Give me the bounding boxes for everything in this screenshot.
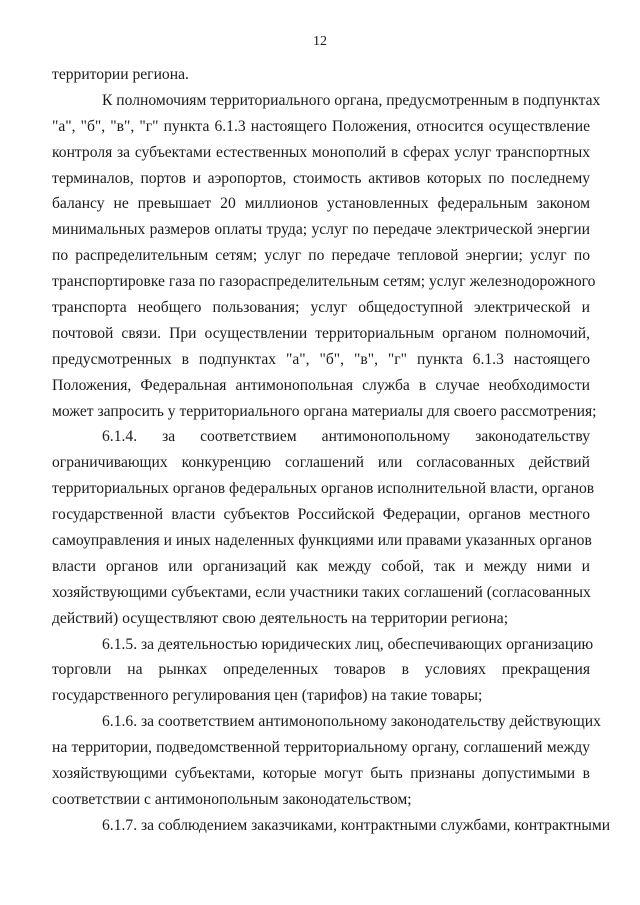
paragraph [52, 424, 595, 631]
paragraph [52, 62, 590, 88]
text-line: 6.1.5. за деятельностью юридических лиц, обеспечивающих организацию [102, 635, 594, 653]
text-line: 6.1.7. за соблюдением заказчиками, контрактными службами, контрактными [102, 816, 611, 834]
text-line: может запросить у территориального органа материалы для своего рассмотрения; [52, 402, 597, 420]
text-line: "а", "б", "в", "г" пункта 6.1.3 настоящего Положения, относится осуществление [52, 117, 590, 135]
text-line: 6.1.6. за соответствием антимонопольному законодательству действующих [102, 713, 601, 731]
paragraph [52, 632, 594, 710]
paragraph [52, 88, 601, 425]
text-line: Положения, Федеральная антимонопольная служба в случае необходимости [52, 376, 590, 394]
text-line: власти органов или организаций как между собой, так и между ними и [52, 557, 590, 575]
text-line: государственного регулирования цен (тарифов) на такие товары; [52, 687, 483, 705]
text-line: балансу не превышает 20 миллионов установленных федеральным законом [52, 195, 590, 213]
text-line: почтовой связи. При осуществлении территориальным органом полномочий, [52, 324, 590, 342]
text-line: контроля за субъектами естественных монополий в сферах услуг транспортных [52, 143, 590, 161]
paragraph [52, 709, 601, 813]
text-line: предусмотренных в подпунктах "а", "б", "в", "г" пункта 6.1.3 настоящего [52, 350, 590, 368]
text-line: К полномочиям территориального органа, предусмотренным в подпунктах [102, 91, 601, 109]
text-line: территории региона. [52, 66, 189, 83]
text-line: терминалов, портов и аэропортов, стоимость активов которых по последнему [52, 169, 590, 187]
text-line: 6.1.4. за соответствием антимонопольному законодательству [102, 428, 590, 446]
text-line: торговли на рынках определенных товаров в условиях прекращения [52, 661, 590, 679]
text-line: хозяйствующими субъектами, если участники таких соглашений (согласованных [52, 583, 591, 601]
text-line: по распределительным сетям; услуг по передаче тепловой энергии; услуг по [52, 247, 590, 265]
text-line: действий) осуществляют свою деятельность на территории региона; [52, 609, 509, 627]
paragraph [52, 813, 611, 839]
text-line: транспортировке газа по газораспределительным сетям; услуг железнодорожного [52, 273, 596, 291]
text-line: на территории, подведомственной территориальному органу, соглашений между [52, 739, 590, 757]
text-line: территориальных органов федеральных органов исполнительной власти, органов [52, 480, 595, 498]
text-line: государственной власти субъектов Российской Федерации, органов местного [52, 506, 590, 524]
text-line: хозяйствующими субъектами, которые могут быть признаны допустимыми в [52, 765, 590, 783]
text-line: транспорта необщего пользования; услуг общедоступной электрической и [52, 299, 590, 317]
text-line: ограничивающих конкуренцию соглашений или согласованных действий [52, 454, 590, 472]
text-line: соответствии с антимонопольным законодательством; [52, 790, 412, 808]
page-number: 12 [313, 34, 327, 49]
text-line: самоуправления и иных наделенных функциями или правами указанных органов [52, 532, 592, 550]
document-body [52, 62, 611, 839]
text-line: минимальных размеров оплаты труда; услуг по передаче электрической энергии [52, 221, 590, 239]
